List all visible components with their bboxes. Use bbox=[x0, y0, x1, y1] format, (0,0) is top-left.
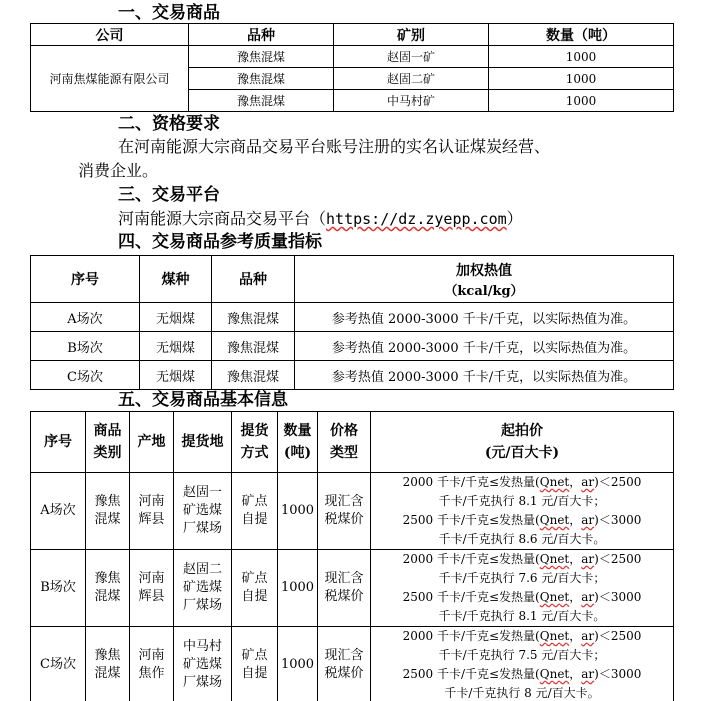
session-cell: B场次 bbox=[31, 332, 140, 361]
price-line: 千卡/千克执行 8.6 元/百大卡。 bbox=[438, 532, 606, 546]
session-cell: C场次 bbox=[31, 361, 140, 390]
header-price-type-line2: 类型 bbox=[330, 445, 358, 461]
category-cell bbox=[86, 627, 130, 701]
price-type-line: 税煤价 bbox=[324, 589, 364, 604]
header-variety: 品种 bbox=[189, 24, 334, 46]
price-line: 千卡/千克执行 8.1 元/百大卡。 bbox=[438, 609, 606, 623]
pickup-line: 厂煤场 bbox=[182, 675, 222, 690]
platform-suffix: ） bbox=[506, 209, 523, 228]
pickup-line: 中马村 bbox=[182, 639, 222, 654]
price-type-cell bbox=[318, 473, 371, 550]
price-text: )＜2500 bbox=[594, 552, 642, 566]
pickup-line: 矿选煤 bbox=[182, 503, 222, 518]
quantity-cell: 1000 bbox=[278, 473, 318, 550]
price-text: ， bbox=[569, 475, 582, 489]
price-text: 2000 千卡/千克≤发热量( bbox=[402, 552, 540, 566]
price-text: ， bbox=[569, 552, 582, 566]
origin-cell bbox=[130, 550, 174, 627]
qualification-line-2: 消费企业。 bbox=[78, 161, 159, 180]
category-cell bbox=[86, 550, 130, 627]
quantity-cell: 1000 bbox=[489, 90, 674, 112]
variety-cell: 豫焦混煤 bbox=[212, 303, 295, 332]
coal-type-cell: 无烟煤 bbox=[140, 332, 212, 361]
variety-cell: 豫焦混煤 bbox=[189, 46, 334, 68]
price-line bbox=[373, 473, 671, 492]
price-cell bbox=[371, 627, 674, 701]
price-text: )＜2500 bbox=[594, 629, 642, 643]
table-row bbox=[31, 303, 674, 332]
price-ar: ar bbox=[581, 513, 595, 527]
header-price-line2: (元/百大卡) bbox=[484, 445, 560, 461]
price-line: 千卡/千克执行 7.5 元/百大卡； bbox=[438, 648, 606, 662]
mine-cell: 中马村矿 bbox=[334, 90, 489, 112]
session-cell: A场次 bbox=[31, 473, 86, 550]
header-coal-type: 煤种 bbox=[140, 256, 212, 303]
price-text: )＜3000 bbox=[594, 667, 642, 681]
pickup-cell bbox=[174, 550, 232, 627]
platform-url-link[interactable]: https://dz.zyepp.com bbox=[326, 210, 507, 228]
header-heat-title: 加权热值 bbox=[456, 262, 512, 279]
company-cell: 河南焦煤能源有限公司 bbox=[31, 46, 189, 112]
price-qnet: Qnet bbox=[539, 590, 570, 604]
table-row bbox=[31, 332, 674, 361]
header-category-line1: 商品 bbox=[93, 423, 122, 439]
price-text: )＜3000 bbox=[594, 590, 642, 604]
method-line: 矿点 bbox=[241, 648, 268, 663]
price-text: ， bbox=[569, 513, 582, 527]
header-price-type bbox=[318, 412, 371, 473]
session-cell: A场次 bbox=[31, 303, 140, 332]
header-price-type-line1: 价格 bbox=[330, 423, 358, 439]
method-line: 矿点 bbox=[241, 571, 268, 586]
price-type-line: 现汇含 bbox=[324, 648, 364, 663]
price-type-line: 现汇含 bbox=[324, 494, 364, 509]
session-cell: B场次 bbox=[31, 550, 86, 627]
quantity-cell: 1000 bbox=[489, 68, 674, 90]
header-company: 公司 bbox=[31, 24, 189, 46]
origin-line: 河南 bbox=[138, 571, 165, 586]
price-text: ， bbox=[569, 590, 582, 604]
category-line: 豫焦 bbox=[94, 571, 121, 586]
category-line: 混煤 bbox=[94, 666, 121, 681]
pickup-line: 厂煤场 bbox=[182, 521, 222, 536]
price-text: 2500 千卡/千克≤发热量( bbox=[402, 590, 540, 604]
price-text: )＜2500 bbox=[594, 475, 642, 489]
price-type-line: 税煤价 bbox=[324, 666, 364, 681]
section-heading-trade-goods: 一、交易商品 bbox=[118, 3, 220, 23]
header-number: 序号 bbox=[31, 412, 86, 473]
quantity-cell: 1000 bbox=[489, 46, 674, 68]
header-quantity bbox=[278, 412, 318, 473]
table-row bbox=[31, 627, 674, 701]
quality-table bbox=[30, 255, 674, 390]
section-heading-basic-info: 五、交易商品基本信息 bbox=[118, 390, 288, 410]
section-heading-qualification: 二、资格要求 bbox=[118, 114, 220, 134]
table-row bbox=[31, 46, 674, 68]
coal-type-cell: 无烟煤 bbox=[140, 361, 212, 390]
price-ar: ar bbox=[581, 475, 595, 489]
header-heat-unit: （kcal/kg） bbox=[444, 283, 524, 299]
section-heading-quality: 四、交易商品参考质量指标 bbox=[118, 232, 322, 252]
variety-cell: 豫焦混煤 bbox=[189, 90, 334, 112]
price-text: ， bbox=[569, 629, 582, 643]
price-line bbox=[373, 588, 671, 607]
table-row bbox=[31, 473, 674, 550]
qualification-line-1: 在河南能源大宗商品交易平台账号注册的实名认证煤炭经营、 bbox=[118, 137, 551, 156]
price-qnet: Qnet bbox=[539, 475, 570, 489]
price-line: 千卡/千克执行 8.1 元/百大卡； bbox=[438, 494, 606, 508]
price-text: ， bbox=[569, 667, 582, 681]
table-header-row bbox=[31, 412, 674, 473]
method-line: 自提 bbox=[241, 589, 268, 604]
table-row bbox=[31, 550, 674, 627]
table-row bbox=[31, 361, 674, 390]
heat-value-cell: 参考热值 2000-3000 千卡/千克，以实际热值为准。 bbox=[295, 332, 674, 361]
header-pickup: 提货地 bbox=[174, 412, 232, 473]
origin-cell bbox=[130, 473, 174, 550]
variety-cell: 豫焦混煤 bbox=[212, 332, 295, 361]
price-ar: ar bbox=[581, 667, 595, 681]
price-line bbox=[373, 627, 671, 646]
header-category bbox=[86, 412, 130, 473]
heat-value-cell: 参考热值 2000-3000 千卡/千克，以实际热值为准。 bbox=[295, 361, 674, 390]
price-ar: ar bbox=[581, 629, 595, 643]
origin-line: 焦作 bbox=[138, 666, 165, 681]
basic-info-table bbox=[30, 411, 674, 701]
mine-cell: 赵固二矿 bbox=[334, 68, 489, 90]
section-heading-platform: 三、交易平台 bbox=[118, 185, 220, 205]
category-line: 豫焦 bbox=[94, 648, 121, 663]
price-cell bbox=[371, 550, 674, 627]
variety-cell: 豫焦混煤 bbox=[189, 68, 334, 90]
platform-name: 河南能源大宗商品交易平台（ bbox=[118, 209, 327, 228]
category-line: 混煤 bbox=[94, 512, 121, 527]
header-price-line1: 起拍价 bbox=[501, 423, 543, 439]
header-number: 序号 bbox=[31, 256, 140, 303]
variety-cell: 豫焦混煤 bbox=[212, 361, 295, 390]
price-qnet: Qnet bbox=[539, 667, 570, 681]
origin-cell bbox=[130, 627, 174, 701]
method-line: 自提 bbox=[241, 666, 268, 681]
price-cell bbox=[371, 473, 674, 550]
method-cell bbox=[232, 627, 278, 701]
price-type-cell bbox=[318, 627, 371, 701]
price-line bbox=[373, 511, 671, 530]
header-mine: 矿别 bbox=[334, 24, 489, 46]
header-quantity-line1: 数量 bbox=[283, 423, 312, 439]
header-category-line2: 类别 bbox=[93, 445, 122, 461]
pickup-line: 赵固一 bbox=[182, 485, 222, 500]
method-cell bbox=[232, 550, 278, 627]
header-variety: 品种 bbox=[212, 256, 295, 303]
price-qnet: Qnet bbox=[539, 513, 570, 527]
price-line bbox=[373, 550, 671, 569]
price-text: )＜3000 bbox=[594, 513, 642, 527]
header-quantity-line2: (吨) bbox=[283, 445, 312, 461]
quantity-cell: 1000 bbox=[278, 627, 318, 701]
pickup-line: 赵固二 bbox=[182, 562, 222, 577]
price-text: 2500 千卡/千克≤发热量( bbox=[402, 513, 540, 527]
price-qnet: Qnet bbox=[539, 629, 570, 643]
platform-line bbox=[118, 209, 523, 229]
pickup-line: 矿选煤 bbox=[182, 657, 222, 672]
mine-cell: 赵固一矿 bbox=[334, 46, 489, 68]
price-text: 2500 千卡/千克≤发热量( bbox=[402, 667, 540, 681]
origin-line: 河南 bbox=[138, 494, 165, 509]
session-cell: C场次 bbox=[31, 627, 86, 701]
pickup-line: 矿选煤 bbox=[182, 580, 222, 595]
coal-type-cell: 无烟煤 bbox=[140, 303, 212, 332]
quantity-cell: 1000 bbox=[278, 550, 318, 627]
pickup-line: 厂煤场 bbox=[182, 598, 222, 613]
price-type-cell bbox=[318, 550, 371, 627]
price-text: 2000 千卡/千克≤发热量( bbox=[402, 629, 540, 643]
category-cell bbox=[86, 473, 130, 550]
header-origin: 产地 bbox=[130, 412, 174, 473]
table-header-row bbox=[31, 24, 674, 46]
price-ar: ar bbox=[581, 552, 595, 566]
header-method bbox=[232, 412, 278, 473]
price-type-line: 现汇含 bbox=[324, 571, 364, 586]
price-line bbox=[373, 665, 671, 684]
header-quantity: 数量（吨） bbox=[489, 24, 674, 46]
category-line: 豫焦 bbox=[94, 494, 121, 509]
trade-goods-table bbox=[30, 23, 674, 112]
origin-line: 辉县 bbox=[138, 512, 165, 527]
price-qnet: Qnet bbox=[539, 552, 570, 566]
origin-line: 河南 bbox=[138, 648, 165, 663]
table-header-row bbox=[31, 256, 674, 303]
origin-line: 辉县 bbox=[138, 589, 165, 604]
header-starting-price bbox=[371, 412, 674, 473]
price-text: 2000 千卡/千克≤发热量( bbox=[402, 475, 540, 489]
pickup-cell bbox=[174, 473, 232, 550]
price-line: 千卡/千克执行 7.6 元/百大卡； bbox=[438, 571, 606, 585]
heat-value-cell: 参考热值 2000-3000 千卡/千克，以实际热值为准。 bbox=[295, 303, 674, 332]
header-method-line1: 提货 bbox=[240, 423, 269, 439]
category-line: 混煤 bbox=[94, 589, 121, 604]
method-line: 自提 bbox=[241, 512, 268, 527]
method-cell bbox=[232, 473, 278, 550]
price-type-line: 税煤价 bbox=[324, 512, 364, 527]
pickup-cell bbox=[174, 627, 232, 701]
price-ar: ar bbox=[581, 590, 595, 604]
price-line: 千卡/千克执行 8 元/百大卡。 bbox=[444, 686, 600, 700]
header-heat-value bbox=[295, 256, 674, 303]
header-method-line2: 方式 bbox=[240, 445, 269, 461]
method-line: 矿点 bbox=[241, 494, 268, 509]
